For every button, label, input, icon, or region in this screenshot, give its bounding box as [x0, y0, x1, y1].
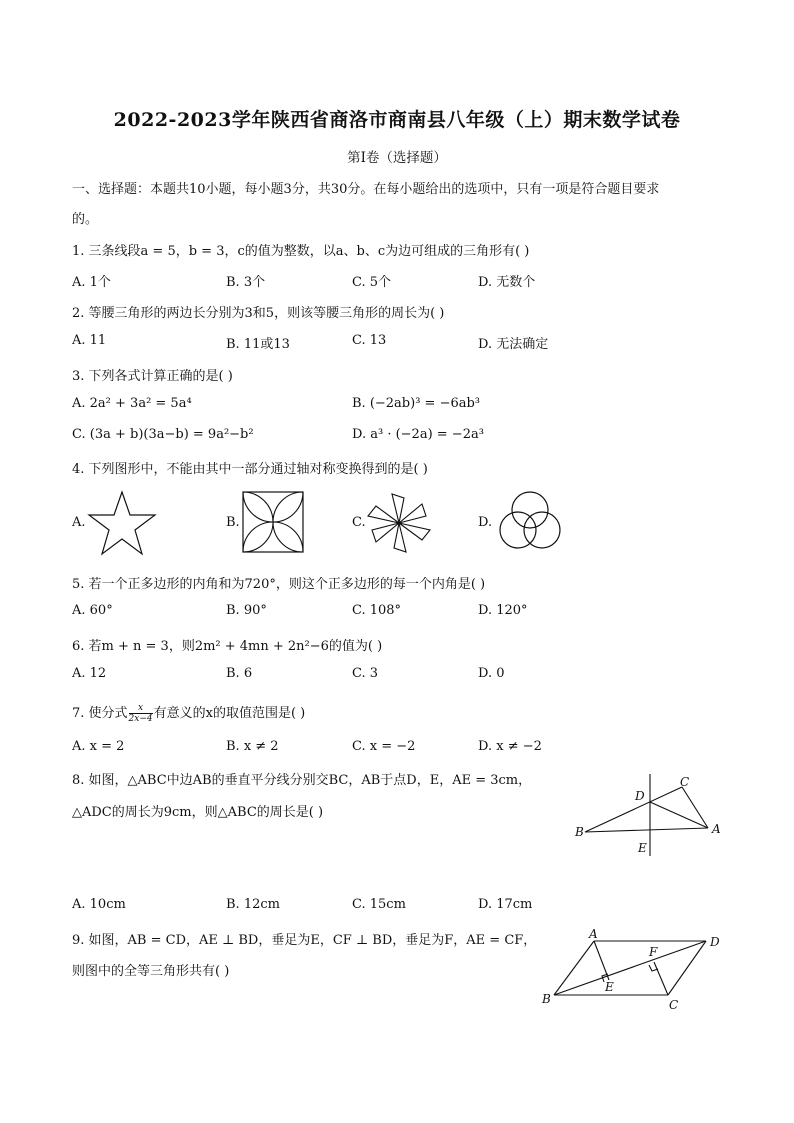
q7-frac-denominator: 2x−4	[128, 714, 153, 724]
q8-option-a: A. 10cm	[72, 897, 126, 912]
q8-option-d: D. 17cm	[478, 897, 533, 912]
exam-title: 2022-2023学年陕西省商洛市商南县八年级（上）期末数学试卷	[113, 109, 681, 131]
q7-option-b: B. x ≠ 2	[226, 739, 279, 754]
q6-option-b: B. 6	[226, 666, 253, 681]
question-9-stem-cont: 则图中的全等三角形共有( )	[72, 964, 230, 979]
q2-option-a: A. 11	[72, 333, 107, 348]
q8-label-d: D	[635, 789, 645, 803]
q8-label-a: A	[712, 822, 721, 836]
q9-label-f: F	[649, 945, 658, 959]
q4-option-c: C.	[352, 515, 366, 530]
q4-option-d: D.	[478, 515, 493, 530]
section-title: 第Ⅰ卷（选择题）	[347, 150, 447, 166]
q7-option-d: D. x ≠ −2	[478, 739, 542, 754]
q6-option-d: D. 0	[478, 666, 505, 681]
question-7-stem	[72, 702, 305, 724]
q6-option-c: C. 3	[352, 666, 379, 681]
q9-label-b: B	[542, 992, 551, 1006]
q4-option-b: B.	[226, 515, 240, 530]
q9-label-c: C	[669, 998, 679, 1012]
q7-option-c: C. x = −2	[352, 739, 416, 754]
q7-stem-post: 有意义的x的取值范围是( )	[153, 706, 306, 721]
q1-option-c: C. 5个	[352, 275, 392, 290]
four-petal-square-figure	[241, 490, 305, 554]
q5-option-c: C. 108°	[352, 603, 402, 618]
instructions-cont: 的。	[72, 212, 99, 227]
q7-fraction	[129, 703, 153, 724]
q7-frac-numerator: x	[129, 703, 153, 714]
q5-option-a: A. 60°	[72, 603, 113, 618]
q8-option-b: B. 12cm	[226, 897, 280, 912]
q3-option-d: D. a³ · (−2a) = −2a³	[352, 427, 484, 442]
instructions: 一、选择题：本题共10小题，每小题3分，共30分。在每小题给出的选项中，只有一项是符合题目要求	[72, 182, 660, 197]
q5-option-b: B. 90°	[226, 603, 267, 618]
star-figure	[86, 488, 158, 556]
q1-option-a: A. 1个	[72, 275, 111, 290]
q3-option-b: B. (−2ab)³ = −6ab³	[352, 396, 481, 411]
question-6-stem: 6. 若m + n = 3，则2m² + 4mn + 2n²−6的值为( )	[72, 639, 383, 654]
q9-label-a: A	[589, 927, 598, 941]
q4-option-a: A.	[72, 515, 86, 530]
question-1-stem: 1. 三条线段a = 5，b = 3，c的值为整数，以a、b、c为边可组成的三角形有( )	[72, 244, 530, 259]
q8-label-c: C	[680, 775, 690, 789]
question-3-stem: 3. 下列各式计算正确的是( )	[72, 369, 233, 384]
q7-stem-pre: 7. 使分式	[72, 706, 128, 721]
q1-option-d: D. 无数个	[478, 275, 536, 290]
question-5-stem: 5. 若一个正多边形的内角和为720°，则这个正多边形的每一个内角是( )	[72, 577, 486, 592]
q1-option-b: B. 3个	[226, 275, 266, 290]
q9-parallelogram-figure	[536, 925, 726, 1015]
q5-option-d: D. 120°	[478, 603, 528, 618]
q2-option-c: C. 13	[352, 333, 387, 348]
q7-option-a: A. x = 2	[72, 739, 125, 754]
question-9-stem: 9. 如图，AB = CD，AE ⊥ BD，垂足为E，CF ⊥ BD，垂足为F，AE = CF，	[72, 933, 537, 948]
q9-label-e: E	[605, 980, 614, 994]
question-8-stem-cont: △ADC的周长为9cm，则△ABC的周长是( )	[72, 805, 324, 820]
three-circles-figure	[496, 488, 564, 554]
q8-label-b: B	[575, 825, 584, 839]
q2-option-d: D. 无法确定	[478, 337, 549, 352]
q3-option-c: C. (3a + b)(3a−b) = 9a²−b²	[72, 427, 254, 442]
q8-label-e: E	[638, 841, 647, 855]
q2-option-b: B. 11或13	[226, 337, 290, 352]
q8-triangle-figure	[570, 772, 730, 860]
question-8-stem: 8. 如图，△ABC中边AB的垂直平分线分别交BC，AB于点D，E，AE = 3cm，	[72, 773, 532, 788]
q6-option-a: A. 12	[72, 666, 107, 681]
pinwheel-figure	[366, 490, 432, 556]
question-4-stem: 4. 下列图形中，不能由其中一部分通过轴对称变换得到的是( )	[72, 462, 428, 477]
q3-option-a: A. 2a² + 3a² = 5a⁴	[72, 396, 192, 411]
question-2-stem: 2. 等腰三角形的两边长分别为3和5，则该等腰三角形的周长为( )	[72, 306, 445, 321]
q8-option-c: C. 15cm	[352, 897, 406, 912]
q9-label-d: D	[710, 935, 720, 949]
